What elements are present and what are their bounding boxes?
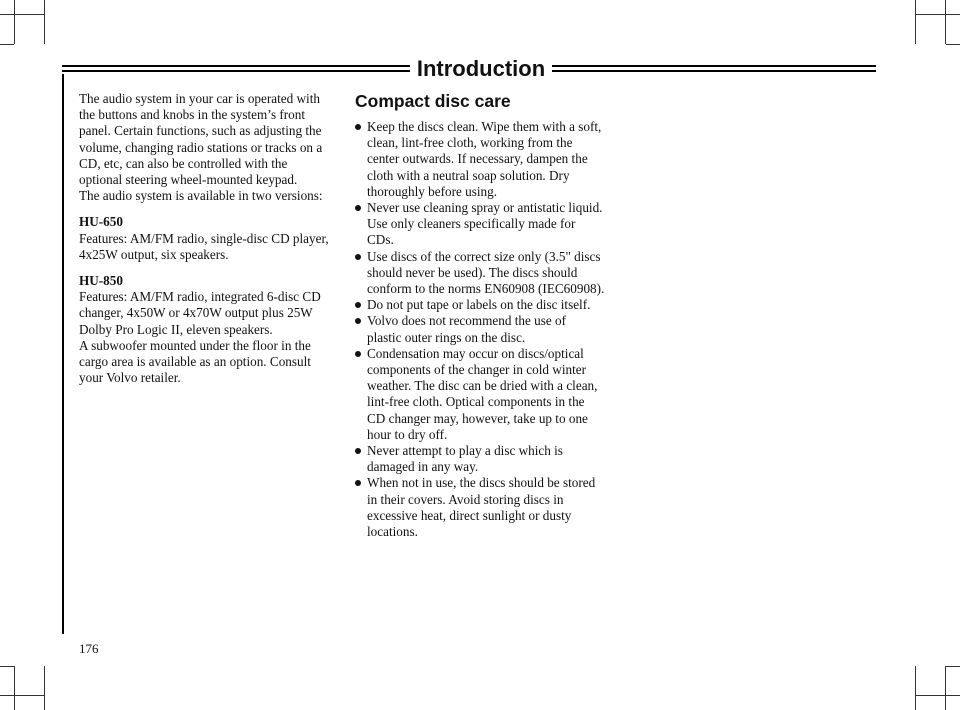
- hu650-title: HU-650: [79, 214, 123, 230]
- crop-mark: [0, 666, 14, 667]
- header-rule-left-top: [62, 65, 412, 67]
- bullet-item: [355, 475, 615, 540]
- text-line: locations.: [367, 524, 418, 540]
- header-rule-right-bottom: [548, 70, 876, 72]
- text-line: optional steering wheel-mounted keypad.: [79, 172, 298, 188]
- page-title: Introduction: [410, 56, 552, 82]
- crop-mark: [44, 0, 45, 44]
- bullet-item: [355, 119, 615, 200]
- text-line: components of the changer in cold winter: [367, 362, 586, 378]
- text-line: lint-free cloth. Optical components in the: [367, 394, 585, 410]
- bullet-item: [355, 346, 615, 443]
- text-line: Volvo does not recommend the use of: [367, 313, 566, 329]
- intro-paragraph: [79, 91, 335, 204]
- left-column: [79, 91, 335, 386]
- text-line: The audio system in your car is operated with: [79, 91, 320, 106]
- header-rule-right-top: [548, 65, 876, 67]
- text-line: should never be used). The discs should: [367, 264, 578, 280]
- text-line: damaged in any way.: [367, 459, 479, 475]
- bullet-item: [355, 313, 615, 345]
- text-line: hour to dry off.: [367, 426, 448, 442]
- header-rule-left-bottom: [62, 70, 412, 72]
- text-line: excessive heat, direct sunlight or dusty: [367, 507, 572, 523]
- crop-mark: [916, 695, 960, 696]
- hu650-section: [79, 214, 335, 263]
- text-line: in their covers. Avoid storing discs in: [367, 491, 564, 507]
- crop-mark: [915, 666, 916, 710]
- text-line: Dolby Pro Logic II, eleven speakers.: [79, 321, 273, 337]
- page-number: 176: [79, 641, 99, 656]
- text-line: your Volvo retailer.: [79, 370, 181, 386]
- crop-mark: [14, 666, 15, 710]
- text-line: thoroughly before using.: [367, 183, 498, 199]
- text-line: conform to the norms EN60908 (IEC60908).: [367, 281, 605, 297]
- text-line: panel. Certain functions, such as adjusting the: [79, 123, 322, 139]
- text-line: Condensation may occur on discs/optical: [367, 345, 584, 361]
- hu850-section: [79, 273, 335, 386]
- crop-mark: [0, 14, 44, 15]
- text-line: Keep the discs clean. Wipe them with a soft,: [367, 119, 602, 134]
- text-line: Do not put tape or labels on the disc itself.: [367, 297, 591, 313]
- crop-mark: [945, 0, 946, 44]
- text-line: Use only cleaners specifically made for: [367, 216, 576, 232]
- crop-mark: [945, 666, 946, 710]
- bullet-list: [355, 119, 615, 540]
- text-line: CD, etc, can also be controlled with the: [79, 155, 288, 171]
- text-line: Features: AM/FM radio, single-disc CD player,: [79, 230, 329, 246]
- left-margin-rule: [62, 74, 64, 634]
- text-line: Use discs of the correct size only (3.5" discs: [367, 248, 601, 264]
- bullet-item: [355, 200, 615, 249]
- text-line: CDs.: [367, 232, 394, 248]
- crop-mark: [915, 0, 916, 44]
- text-line: CD changer may, however, take up to one: [367, 410, 588, 426]
- text-line: cloth with a neutral soap solution. Dry: [367, 167, 570, 183]
- text-line: Never attempt to play a disc which is: [367, 443, 563, 459]
- text-line: A subwoofer mounted under the floor in the: [79, 337, 311, 353]
- text-line: clean, lint-free cloth, working from the: [367, 135, 573, 151]
- crop-mark: [0, 695, 44, 696]
- right-column: [355, 91, 615, 540]
- text-line: When not in use, the discs should be stored: [367, 475, 596, 491]
- crop-mark: [946, 666, 960, 667]
- text-line: Features: AM/FM radio, integrated 6-disc CD: [79, 289, 321, 305]
- text-line: cargo area is available as an option. Consult: [79, 354, 311, 370]
- text-line: Never use cleaning spray or antistatic liquid.: [367, 200, 603, 216]
- text-line: The audio system is available in two versions:: [79, 188, 323, 204]
- bullet-item: [355, 297, 615, 313]
- text-line: changer, 4x50W or 4x70W output plus 25W: [79, 305, 313, 321]
- crop-mark: [0, 44, 14, 45]
- bullet-item: [355, 443, 615, 475]
- hu850-title: HU-850: [79, 273, 123, 289]
- bullet-item: [355, 249, 615, 298]
- text-line: volume, changing radio stations or tracks on a: [79, 139, 323, 155]
- text-line: the buttons and knobs in the system’s front: [79, 107, 306, 123]
- text-line: weather. The disc can be dried with a clean,: [367, 378, 598, 394]
- text-line: 4x25W output, six speakers.: [79, 246, 229, 262]
- section-title: Compact disc care: [355, 91, 511, 111]
- crop-mark: [14, 0, 15, 44]
- crop-mark: [44, 666, 45, 710]
- text-line: plastic outer rings on the disc.: [367, 329, 526, 345]
- crop-mark: [916, 14, 960, 15]
- crop-mark: [946, 44, 960, 45]
- text-line: center outwards. If necessary, dampen the: [367, 151, 588, 167]
